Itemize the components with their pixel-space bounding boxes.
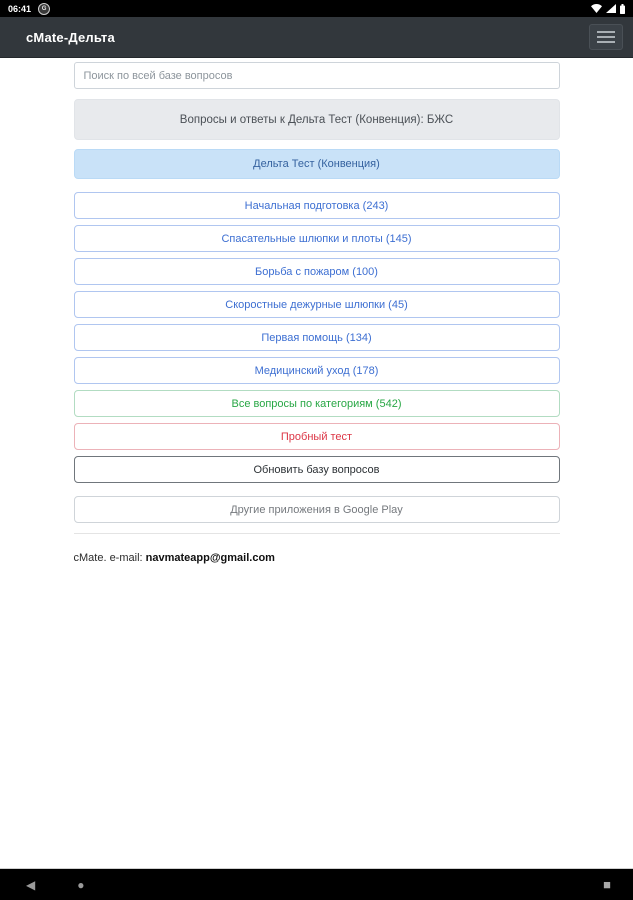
cellular-signal-icon (606, 4, 616, 13)
category-button-first-aid[interactable]: Первая помощь (134) (74, 324, 560, 351)
recents-icon[interactable]: ■ (603, 877, 611, 892)
category-button-medical-care[interactable]: Медицинский уход (178) (74, 357, 560, 384)
trial-test-button[interactable]: Пробный тест (74, 423, 560, 450)
category-button-lifeboats-rafts[interactable]: Спасательные шлюпки и плоты (145) (74, 225, 560, 252)
main-content (0, 58, 633, 564)
category-button-fast-rescue-boats[interactable]: Скоростные дежурные шлюпки (45) (74, 291, 560, 318)
app-bar (0, 17, 633, 58)
battery-icon (620, 4, 625, 14)
section-header-button[interactable]: Вопросы и ответы к Дельта Тест (Конвенция): БЖС (74, 99, 560, 140)
delta-test-convention-button[interactable]: Дельта Тест (Конвенция) (74, 149, 560, 179)
category-button-basic-training[interactable]: Начальная подготовка (243) (74, 192, 560, 219)
footer-divider (74, 533, 560, 534)
notification-icon: G (38, 3, 50, 15)
clock: 06:41 (8, 3, 32, 14)
back-icon[interactable]: ◀ (26, 877, 36, 892)
contact-email-line (74, 552, 560, 564)
status-bar (0, 0, 633, 17)
contact-email-prefix: cMate. e-mail: (73, 552, 146, 564)
search-input[interactable] (74, 62, 560, 89)
page-title: cMate-Дельта (26, 29, 115, 45)
all-questions-button[interactable]: Все вопросы по категориям (542) (74, 390, 560, 417)
home-icon[interactable]: ● (77, 877, 85, 892)
google-play-apps-button[interactable]: Другие приложения в Google Play (74, 496, 560, 523)
android-navigation-bar (0, 868, 633, 900)
wifi-icon (591, 4, 602, 13)
update-database-button[interactable]: Обновить базу вопросов (74, 456, 560, 483)
category-button-firefighting[interactable]: Борьба с пожаром (100) (74, 258, 560, 285)
hamburger-menu-icon[interactable] (589, 24, 623, 50)
contact-email-address[interactable]: navmateapp@gmail.com (145, 552, 275, 564)
